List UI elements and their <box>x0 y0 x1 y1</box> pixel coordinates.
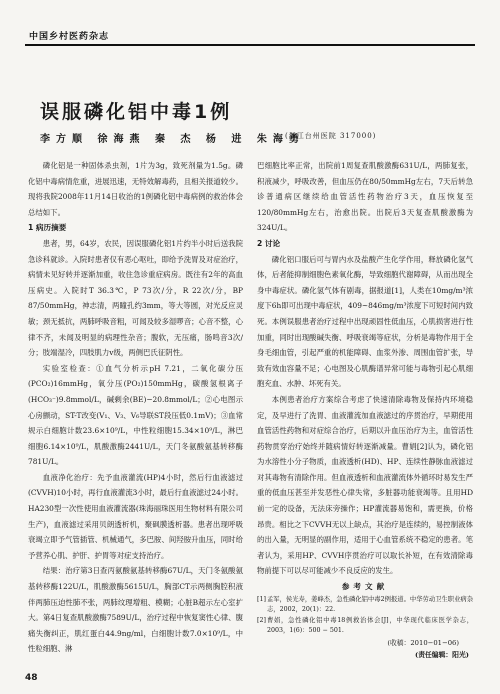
body-paragraph: 实验室检查：①血气分析示pH 7.21，二氧化碳分压(PCO₂)16mmHg，氧分压(PO₂)150mmHg，碳酸氢根离子(HCO₃⁻)9.8mmol/L，碱剩余(BE)−20.8mmol/L；②心电图示心房颤动，ST-T改变(V₁、V₃、V₆导联ST段压低0.1mV)；③血常规示白细胞计数23.6×10⁹/L，中性粒细胞15.34×10⁹/L，淋巴细胞6.14×10⁹/L，肌酸激酶2441U/L，天门冬氨酸氨基转移酶781U/L。 <box>28 363 243 467</box>
journal-name: 中国乡村医药杂志 <box>29 32 110 42</box>
reference-number: [1] <box>257 595 266 603</box>
reference-item <box>257 595 473 616</box>
body-paragraph: 磷化铝口服后可与胃内水及盐酸产生化学作用，释放磷化氢气体，后者能抑制细胞色素氧化酶，导致细胞代谢障碍，从而出现全身中毒症状。磷化氢气体有剧毒，据报道[1]，人类在10mg/m³浓度下6h即可出现中毒症状，409~846mg/m³浓度下可短时间内致死。本例误服患者治疗过程中出现顽固性低血压，心肌损害进行性加重，同时出现酸碱失衡、呼吸衰竭等症状，分析是毒物作用于全身毛细血管，引起严重的机能障碍、血浆外渗、周围血管扩张，导致有效血容量不足；心电图及心肌酶谱异常可能与毒物引起心肌细胞充血、水肿、坏死有关。 <box>257 254 473 389</box>
journal-header <box>25 30 475 46</box>
body-paragraph: 本例患者治疗方案综合考虑了快速清除毒物及保持内环境稳定，及早进行了洗胃、血液灌流加血液滤过的序贯治疗，早期使用血管活性药物和对症综合治疗，后期以升血压治疗为主，血管活性药物贯穿治疗始终并随病情好转逐渐减量。曹娟[2]认为，磷化铝为水溶性小分子物质，血液透析(HD)、HP、连续性静脉血液滤过对其毒物有清除作用。但血液透析和血液灌流体外循环时易发生严重的低血压甚至并发恶性心律失常，多脏器功能衰竭等。且用HD前一定的设备，无法床旁操作；HP灌流器易饱和，需更换，价格昂贵。相比之下CVVH无以上缺点，其治疗是连续的，易控制液体的出入量，无明显的副作用，适用于心血管系统不稳定的患者。笔者认为，采用HP、CVVH序贯治疗可以取长补短，在有效清除毒物前提下可以尽可能减少不良反应的发生。 <box>257 394 473 576</box>
body-paragraph: 患者，男，64岁，农民，因误服磷化铝1片约半小时后送我院急诊科就诊。入院时患者仅有恶心呕吐，即给予洗胃及对症治疗，病情未见好转并逐渐加重，收住急诊重症病房。既往有2年的高血压病史。入院时T 36.3℃，P 73次/分，R 22次/分，BP 87/50mmHg，神志清，两瞳孔约3mm，等大等圆，对光反应灵敏；颈无抵抗，两肺呼吸音粗，可闻及较多湿啰音；心音不整，心律不齐，未闻及明显的病理性杂音；腹软，无压痛，肠鸣音3次/分；肢端湿冷，四肢肌力v级，两侧巴氏征阴性。 <box>28 238 243 358</box>
responsible-editor: (责任编辑：阳光) <box>414 650 469 658</box>
article-affiliation: (浙江台州医院 317000) <box>285 132 377 140</box>
body-paragraph: 巴细胞比率正常，出院前1周复查肌酸激酶631U/L，两肺复张，积液减少，呼吸改善，但血压仍在80/50mmHg左右，7天后转急诊普通病区继续给血管活性药物治疗3天，血压恢复至120/80mmHg左右，治愈出院。出院后3天复查肌酸激酶为324U/L。 <box>257 161 473 233</box>
section-heading: 1 病历摘要 <box>28 223 67 233</box>
reference-number: [2] <box>257 616 266 624</box>
reference-text: 孟军，侯光寿，姜峰杰，急性磷化铝中毒2例报道。中华劳动卫生职业病杂志，2002，20(1)：22. <box>267 595 473 614</box>
body-paragraph: 磷化铝是一种固体杀虫剂，1片为3g，致死剂量为1.5g。磷化铝中毒病情危重，进展迅速，无特效解毒药，且相关报道较少。现将我院2008年11月14日收治的1例磷化铝中毒病例的救治体会总结如下。 <box>28 161 243 217</box>
received-date: (收稿：2010−01−06) <box>387 638 459 647</box>
body-paragraph: 血液净化治疗：先予血液灌流(HP)4小时，然后行血液滤过(CVVH)10小时，再行血液灌流3小时，最后行血液滤过24小时。HA230型一次性使用血液灌流器(珠海丽珠医用生物材料有限公司生产)，血液滤过采用贝朗透析机，聚砜膜透析器。患者出现呼吸衰竭立即予气管插管、机械通气，多巴胺、间羟胺升血压，同时给予营养心肌、护肝、护胃等对症支持治疗。 <box>28 472 243 560</box>
right-column <box>257 158 473 658</box>
reference-item <box>257 616 473 637</box>
section-heading: 2 讨论 <box>257 238 281 248</box>
body-paragraph: 结果：治疗第3日查丙氨酸氨基转移酶67U/L，天门冬氨酸氨基转移酶122U/L，肌酸激酶5615U/L，胸部CT示两侧胸腔积液伴两肺压迫性肺不张，两肺纹理增粗、模糊；心脏B超示左心室扩大。第4日复查肌酸激酶7589U/L，治疗过程中恢复窦性心律、腹痛失衡纠正，肌红蛋白44.9ng/ml，白细胞计数7.0×10⁹/L，中性粒细胞、淋 <box>28 566 243 654</box>
page-number: 48 <box>25 673 38 683</box>
article-authors: 李方顺 徐海燕 秦 杰 杨 进 朱海勇 <box>40 134 305 145</box>
article-title: 误服磷化铝中毒1例 <box>40 101 233 123</box>
reference-text: 曹娟，急性磷化铝中毒18例救治体会[J]，中华现代临床医学杂志，2003，1(6)：500 − 501. <box>267 616 473 635</box>
references-heading: 参考文献 <box>341 582 389 592</box>
left-column <box>28 158 243 658</box>
